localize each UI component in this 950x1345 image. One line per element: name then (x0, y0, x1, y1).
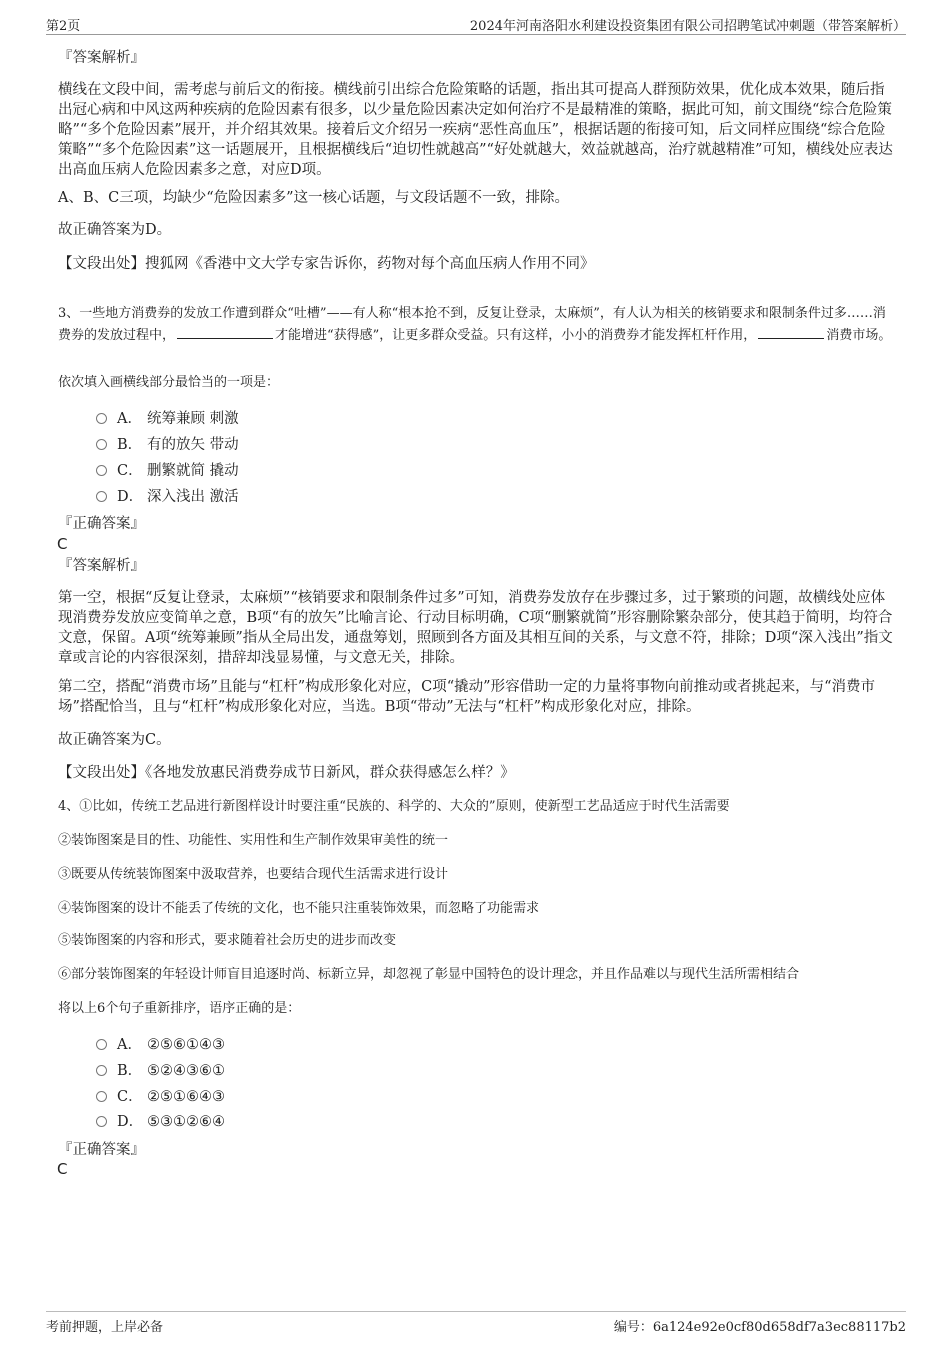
page-header (46, 12, 906, 35)
option-letter: D． (117, 489, 144, 505)
q4-sentence-3: ③既要从传统装饰图案中汲取营养，也要结合现代生活需求进行设计 (58, 867, 449, 882)
option-letter: B． (117, 1063, 143, 1079)
option-letter: C． (117, 1089, 143, 1105)
q4-option-a[interactable] (96, 1034, 225, 1056)
q4-sentence-1: 4、①比如，传统工艺品进行新图样设计时要注重“民族的、科学的、大众的”原则，使新型工艺品适应于时代生活需要 (58, 799, 730, 814)
page-footer (46, 1311, 906, 1335)
q3-option-b[interactable] (96, 434, 239, 456)
q2-analysis-paragraph-1: 横线在文段中间，需考虑与前后文的衔接。横线前引出综合危险策略的话题，指出其可提高人群预防效果，优化成本效果，随后指出冠心病和中风这两种疾病的危险因素有很多，以少量危险因素决定如何治疗不是最精准的策略，据此可知，前文围绕“综合危险策略”“多个危险因素”展开，并介绍其效果。接着后文介绍另一疾病“恶性高血压”，根据话题的衔接可知，后文同样应围绕“综合危险策略”“多个危险因素”这一话题展开，且根据横线后“迫切性就越高”“好处就越大，效益就越高，治疗就越精准”可知，横线处应表达出高血压病人危险因素多之意，对应D项。 (58, 82, 893, 178)
q2-source: 【文段出处】搜狐网《香港中文大学专家告诉你，药物对每个高血压病人作用不同》 (58, 256, 595, 272)
option-text: ⑤②④③⑥① (147, 1063, 225, 1079)
q4-prompt: 将以上6个句子重新排序，语序正确的是： (58, 1001, 301, 1016)
option-text: ②⑤⑥①④③ (147, 1037, 225, 1053)
radio-circle-icon[interactable] (96, 413, 107, 424)
q3-option-c[interactable] (96, 460, 239, 482)
option-text: 有的放矢 带动 (147, 437, 239, 453)
option-letter: A． (117, 1037, 142, 1053)
q3-stem (58, 303, 894, 347)
option-text: ②⑤①⑥④③ (147, 1089, 225, 1105)
q3-analysis-paragraph-1: 第一空，根据“反复让登录，太麻烦”“核销要求和限制条件过多”可知，消费券发放存在步骤过多，过于繁琐的问题，故横线处应体现消费券发放应变简单之意，B项“有的放矢”比喻言论、行动目标明确，C项“删繁就简”形容删除繁杂部分，使其趋于简明，均符合文意，保留。A项“统筹兼顾”指从全局出发，通盘筹划，照顾到各方面及其相互间的关系，与文意不符，排除；D项“深入浅出”指文章或言论的内容很深刻，措辞却浅显易懂，与文意无关，排除。 (58, 590, 893, 666)
q2-answer-line: 故正确答案为D。 (58, 222, 172, 238)
q3-correct-label: 『正确答案』 (58, 516, 145, 532)
option-letter: B． (117, 437, 143, 453)
q4-sentence-6: ⑥部分装饰图案的年轻设计师盲目追逐时尚、标新立异，却忽视了彰显中国特色的设计理念，并且作品难以与现代生活所需相结合 (58, 967, 800, 982)
q3-correct-answer: C (57, 535, 68, 553)
q4-correct-label: 『正确答案』 (58, 1142, 145, 1158)
q3-prompt: 依次填入画横线部分最恰当的一项是： (58, 375, 280, 390)
q4-option-c[interactable] (96, 1086, 225, 1108)
q3-blank-2 (758, 326, 824, 339)
radio-circle-icon[interactable] (96, 1039, 107, 1050)
q3-source: 【文段出处】《各地发放惠民消费券成节日新风，群众获得感怎么样？》 (58, 765, 515, 781)
q3-option-a[interactable] (96, 408, 239, 430)
footer-serial: 编号：6a124e92e0cf80d658df7a3ec88117b2 (613, 1320, 906, 1335)
q3-answer-line: 故正确答案为C。 (58, 732, 171, 748)
radio-circle-icon[interactable] (96, 1091, 107, 1102)
q4-sentence-5: ⑤装饰图案的内容和形式，要求随着社会历史的进步而改变 (58, 933, 397, 948)
q3-option-d[interactable] (96, 486, 239, 508)
q2-analysis-paragraph-2: A、B、C三项，均缺少“危险因素多”这一核心话题，与文段话题不一致，排除。 (58, 190, 570, 206)
radio-circle-icon[interactable] (96, 491, 107, 502)
q3-stem-part-c: 消费市场。 (826, 328, 892, 343)
option-text: 统筹兼顾 刺激 (147, 411, 239, 427)
radio-circle-icon[interactable] (96, 465, 107, 476)
radio-circle-icon[interactable] (96, 1116, 107, 1127)
q3-analysis-paragraph-2: 第二空，搭配“消费市场”且能与“杠杆”构成形象化对应，C项“撬动”形容借助一定的力量将事物向前推动或者挑起来，与“消费市场”搭配恰当，且与“杠杆”构成形象化对应，当选。B项“带动”无法与“杠杆”构成形象化对应，排除。 (58, 679, 875, 715)
option-text: 深入浅出 激活 (147, 489, 239, 505)
option-letter: A． (117, 411, 142, 427)
footer-slogan: 考前押题，上岸必备 (46, 1320, 164, 1335)
option-text: 删繁就简 撬动 (147, 463, 239, 479)
q4-sentence-4: ④装饰图案的设计不能丢了传统的文化，也不能只注重装饰效果，而忽略了功能需求 (58, 901, 540, 916)
option-text: ⑤③①②⑥④ (147, 1114, 225, 1130)
radio-circle-icon[interactable] (96, 1065, 107, 1076)
page-number: 第2页 (46, 19, 81, 34)
q3-blank-1 (177, 326, 273, 339)
radio-circle-icon[interactable] (96, 439, 107, 450)
q3-stem-part-b: 才能增进“获得感”，让更多群众受益。只有这样，小小的消费券才能发挥杠杆作用， (275, 328, 757, 343)
q3-stem-part-a: 3、一些地方消费券的发放工作遭到群众“吐槽”——有人称“根本抢不到，反复让登录，太麻烦”，有人认为相关的核销要求和限制条件过多……消费券的发放过程中， (58, 306, 886, 343)
option-letter: C． (117, 463, 143, 479)
document-title: 2024年河南洛阳水利建设投资集团有限公司招聘笔试冲刺题（带答案解析） (469, 19, 906, 34)
q4-option-b[interactable] (96, 1060, 225, 1082)
q4-sentence-2: ②装饰图案是目的性、功能性、实用性和生产制作效果审美性的统一 (58, 833, 449, 848)
option-letter: D． (117, 1114, 144, 1130)
q3-analysis-label: 『答案解析』 (58, 558, 145, 574)
q2-analysis-label: 『答案解析』 (58, 50, 145, 66)
q4-option-d[interactable] (96, 1111, 225, 1133)
q4-correct-answer: C (57, 1160, 68, 1178)
